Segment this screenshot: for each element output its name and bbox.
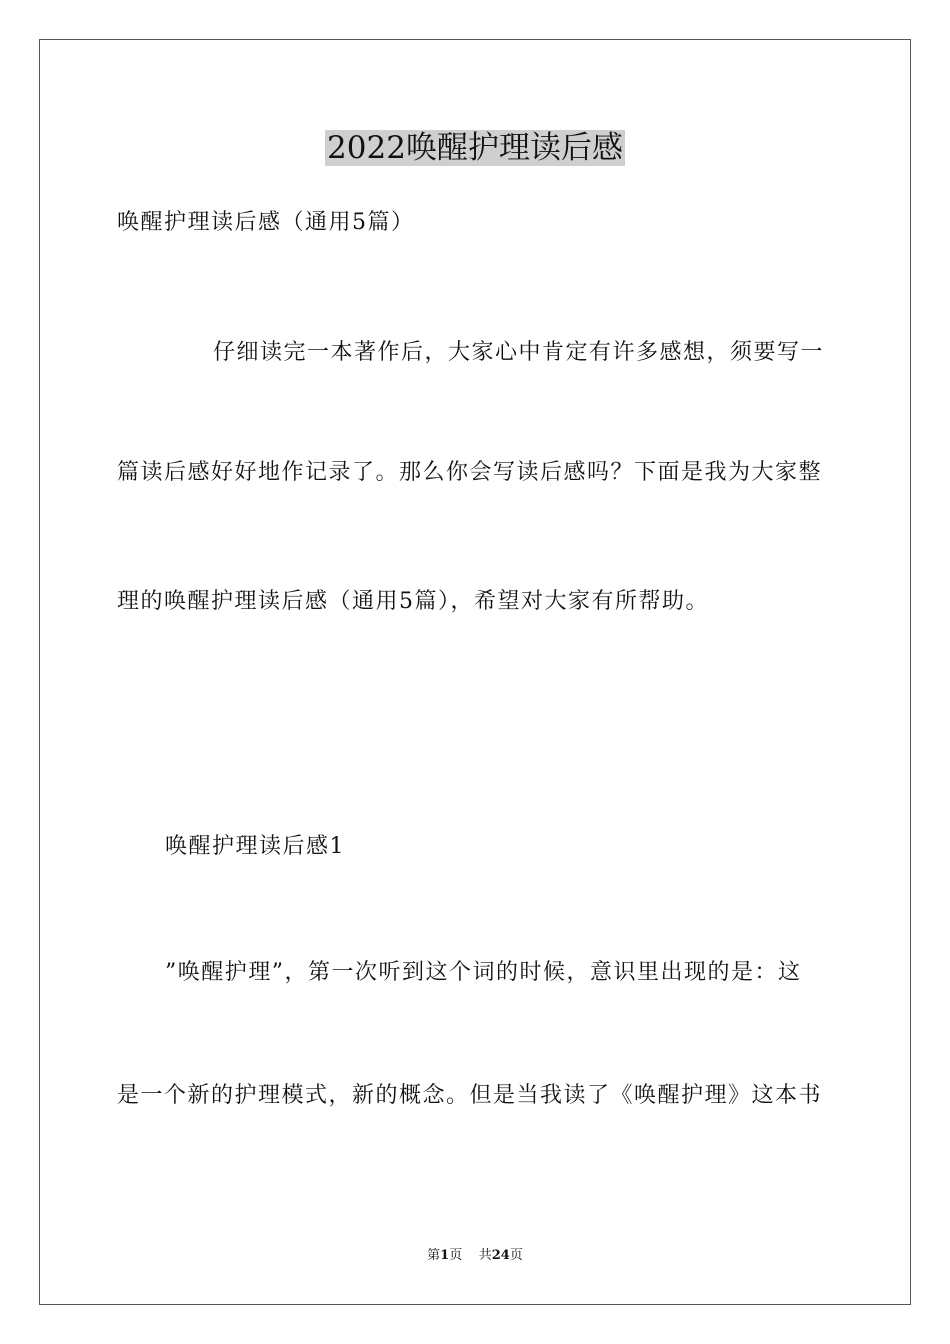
footer-page-prefix: 第	[427, 1248, 441, 1263]
footer-total-prefix: 共	[478, 1248, 492, 1263]
document-title-text: 2022唤醒护理读后感	[327, 130, 623, 166]
intro-line-3: 理的唤醒护理读后感（通用5篇），希望对大家有所帮助。	[117, 589, 709, 614]
document-title	[0, 128, 950, 168]
section-heading: 唤醒护理读后感1	[165, 834, 345, 859]
footer-page-suffix: 页	[449, 1248, 463, 1263]
footer-total-pages: 24	[491, 1248, 510, 1263]
document-subtitle: 唤醒护理读后感（通用5篇）	[117, 210, 415, 235]
intro-line-2: 篇读后感好好地作记录了。那么你会写读后感吗？下面是我为大家整	[117, 460, 823, 485]
intro-line-1: 仔细读完一本著作后，大家心中肯定有许多感想，须要写一	[213, 340, 825, 365]
body-line-2: 是一个新的护理模式，新的概念。但是当我读了《唤醒护理》这本书	[117, 1083, 823, 1108]
footer-page-number: 1	[440, 1248, 450, 1263]
footer-total-suffix: 页	[509, 1248, 523, 1263]
body-line-1: ”唤醒护理”，第一次听到这个词的时候，意识里出现的是：这	[165, 960, 802, 985]
page-footer	[0, 1247, 950, 1265]
